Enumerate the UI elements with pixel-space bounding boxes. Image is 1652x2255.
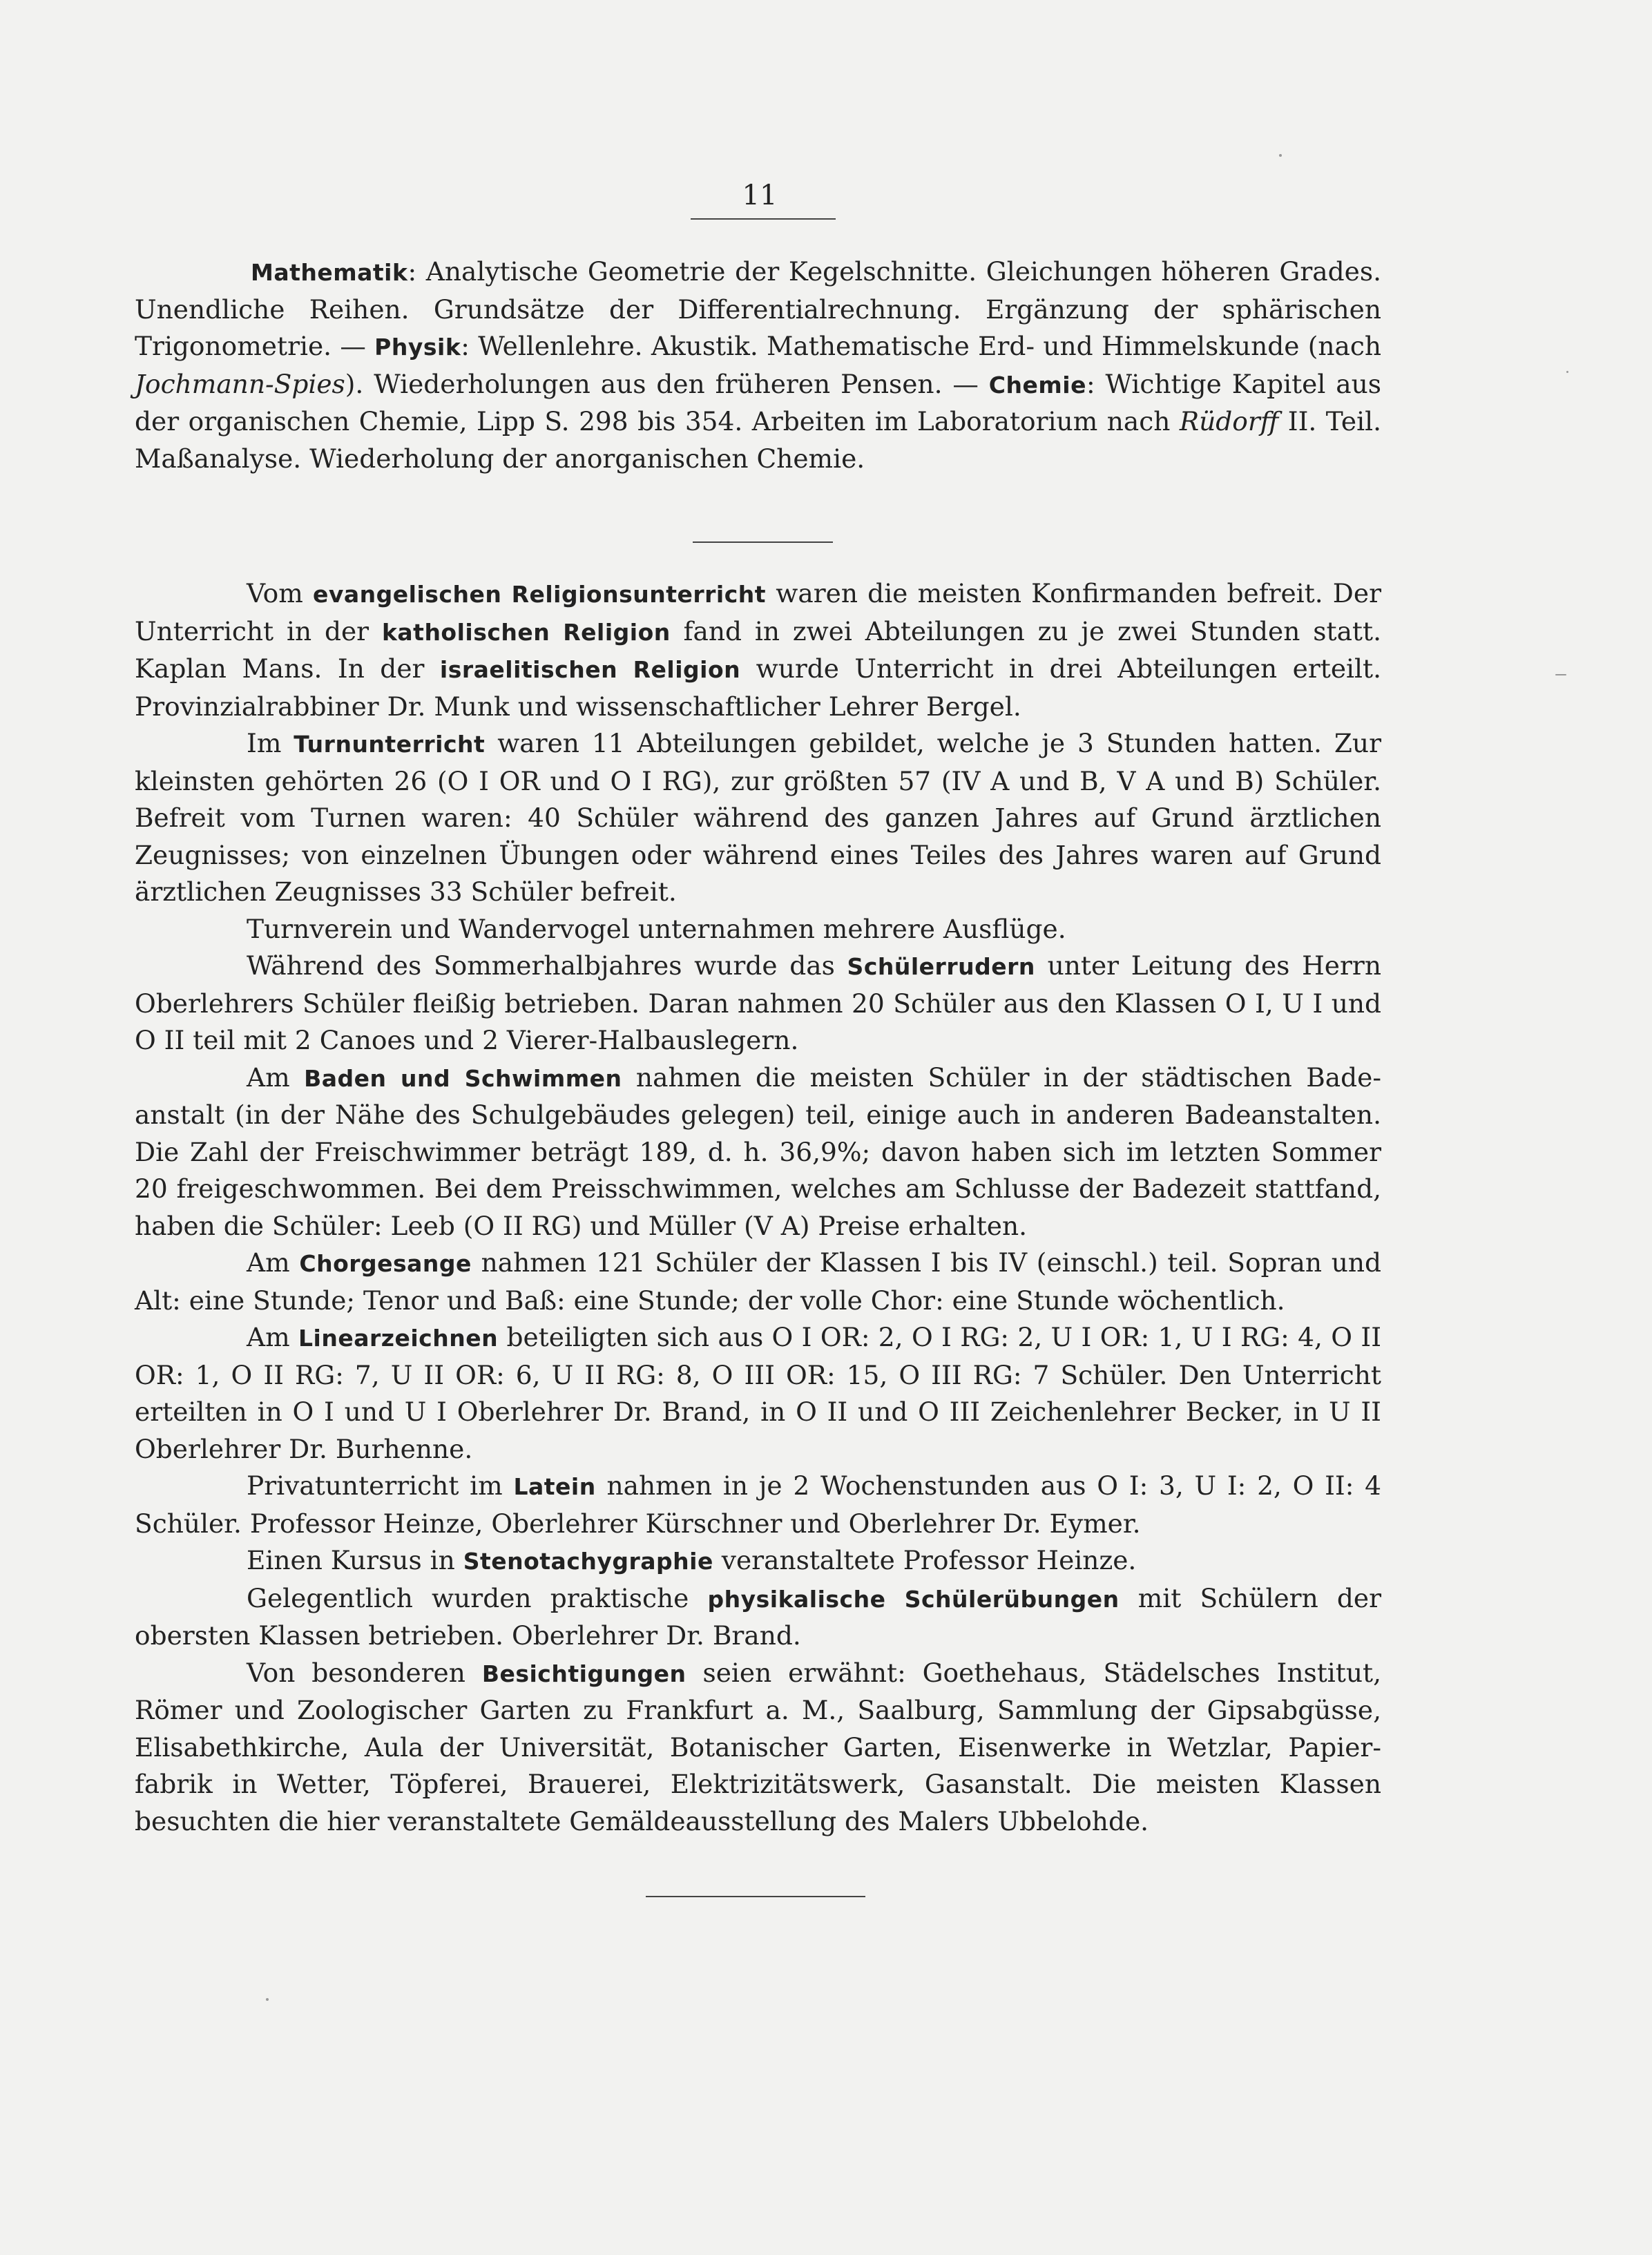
page-number: 11 [742,180,778,211]
subject-heading: Chemie [988,371,1086,399]
body-text: Während des Sommerhalbjahres wurde das [247,950,847,981]
curriculum-paragraph [135,253,1381,477]
body-text: Gelegentlich wurden praktische [247,1582,708,1613]
keyword: Besichtigungen [481,1660,686,1687]
body-text: Am [247,1322,299,1352]
body-text: : Wellenlehre. Akustik. Mathematische Erd- und Himmelskunde (nach [461,331,1381,361]
body-text: unter Leitung des Herrn Oberlehrers Schüler fleißig betrieben. Daran nahmen 20 Schüler aus den Klassen O I, U I und O II teil mit 2 Canoes und 2 Vierer-Halbauslegern. [135,950,1381,1055]
body-text: Einen Kursus in [247,1545,463,1575]
keyword: Turnunterricht [294,731,486,758]
body-text: mit Schülern der obersten Klassen betrieben. Oberlehrer Dr. Brand. [135,1582,1382,1651]
subject-heading: Physik [374,334,461,361]
keyword: Linearzeichnen [298,1325,499,1352]
body-text: nahmen in je 2 Wochenstunden aus O I: 3, U I: 2, O II: 4 Schüler. Professor Heinze, Oberlehrer Kürschner und Oberlehrer Dr. Eymer. [135,1470,1381,1539]
paragraph-visits [135,1655,1381,1841]
keyword: physikalische Schülerübungen [707,1585,1120,1613]
body-text: Turnverein und Wandervogel unternahmen mehrere Ausflüge. [247,913,1066,944]
body-text: veranstaltete Professor Heinze. [713,1545,1137,1575]
keyword: israelitischen Religion [439,656,741,683]
paragraph-gymnastics [135,725,1381,911]
body-text: Von besonderen [247,1657,482,1688]
header-rule [691,218,836,220]
keyword: evangelischen Religionsunterricht [312,581,767,608]
paragraph-rowing [135,948,1381,1059]
keyword: Schülerrudern [847,953,1035,980]
paragraph-physics-exercises [135,1580,1381,1655]
body-text: waren 11 Abteilungen gebildet, welche je 3 Stunden hatten. Zur kleinsten gehörten 26 (O I OR und O I RG), zur größten 57 (IV A und B, V A und B) Schüler. Befreit vom Turnen waren: 40 Schüler während des ganzen Jahres auf Grund ärztlichen Zeugnisses; von einzelnen Übungen oder während eines Teiles des Jahres waren auf Grund ärztlichen Zeugnisses 33 Schüler befreit. [135,728,1381,907]
paragraph-choir [135,1245,1381,1319]
paper-speck [1279,154,1282,157]
body-text: Am [247,1062,305,1093]
keyword: Latein [513,1473,596,1500]
body-text: Am [247,1247,300,1278]
section-divider [693,541,833,543]
activities-section [135,575,1381,1840]
author-name: Jochmann-Spies [135,368,345,399]
keyword: katholischen Religion [381,618,671,646]
keyword: Chorgesange [299,1250,472,1277]
body-text: : Wichtige Kapitel aus der organischen Chemie, Lipp S. 298 bis 354. Arbeiten im Laboratorium nach [135,368,1381,436]
body-text: Privatunterricht im [247,1470,514,1501]
curriculum-section [135,253,1381,477]
paper-speck [1566,371,1568,373]
body-text: nahmen 121 Schüler der Klassen I bis IV (einschl.) teil. Sopran und Alt: eine Stunde; Tenor und Baß: eine Stunde; der volle Chor: eine Stunde wöchentlich. [135,1247,1382,1316]
body-text: waren die meisten Konfirmanden befreit. Der Unterricht in der [135,578,1381,646]
body-text: Vom [247,578,313,608]
body-text: fand in zwei Abteilungen zu je zwei Stunden statt. Kaplan Mans. In der [135,615,1381,684]
paragraph-latin [135,1468,1381,1542]
body-text: ). Wiederholungen aus den früheren Pensen. — [345,368,989,399]
keyword: Stenotachygraphie [463,1548,713,1575]
paper-speck [266,1998,269,2001]
body-text: Im [247,728,294,758]
subject-heading: Mathematik [251,259,408,286]
paragraph-religion [135,575,1381,725]
footer-rule [646,1896,865,1897]
paper-speck [1555,674,1566,675]
body-text: nahmen die meisten Schüler in der städtischen Badeanstalt (in der Nähe des Schulgebäudes gelegen) teil, einige auch in anderen Badeanstalten. Die Zahl der Freischwimmer beträgt 189, d. h. 36,9%; davon haben sich im letzten Sommer 20 freigeschwommen. Bei dem Preisschwimmen, welches am Schlusse der Badezeit stattfand, haben die Schüler: Leeb (O II RG) und Müller (V A) Preise erhalten. [135,1062,1381,1241]
author-name: Rüdorff [1179,406,1279,436]
body-text: beteiligten sich aus O I OR: 2, O I RG: 2, U I OR: 1, U I RG: 4, O II OR: 1, O II RG: 7, U II OR: 6, U II RG: 8, O III OR: 15, O III RG: 7 Schüler. Den Unterricht erteilten in O I und U I Oberlehrer Dr. Brand, in O II und O III Zeichenlehrer Becker, in U II Oberlehrer Dr. Burhenne. [135,1322,1382,1464]
paragraph-clubs [135,911,1381,948]
body-text: seien erwähnt: Goethehaus, Städelsches Institut, Römer und Zoologischer Garten zu Frankfurt a. M., Saalburg, Sammlung der Gipsabgüsse, Elisabethkirche, Aula der Universität, Botanischer Garten, Eisenwerke in Wetzlar, Papierfabrik in Wetter, Töpferei, Brauerei, Elektrizitätswerk, Gasanstalt. Die meisten Klassen besuchten die hier veranstaltete Gemäldeausstellung des Malers Ubbelohde. [135,1657,1381,1836]
paragraph-swimming [135,1059,1381,1245]
paragraph-stenography [135,1542,1381,1580]
body-text: II. Teil. Maßanalyse. Wiederholung der anorganischen Chemie. [135,406,1382,474]
body-text: : Analytische Geometrie der Kegelschnitte. Gleichungen höheren Grades. Unendliche Reihen. Grundsätze der Differentialrechnung. Ergänzung der sphärischen Trigonometrie. — [135,256,1381,361]
body-text: wurde Unterricht in drei Abteilungen erteilt. Provinzialrabbiner Dr. Munk und wissenschaftlicher Lehrer Bergel. [135,653,1381,722]
keyword: Baden und Schwimmen [304,1064,622,1092]
paragraph-drawing [135,1319,1381,1468]
